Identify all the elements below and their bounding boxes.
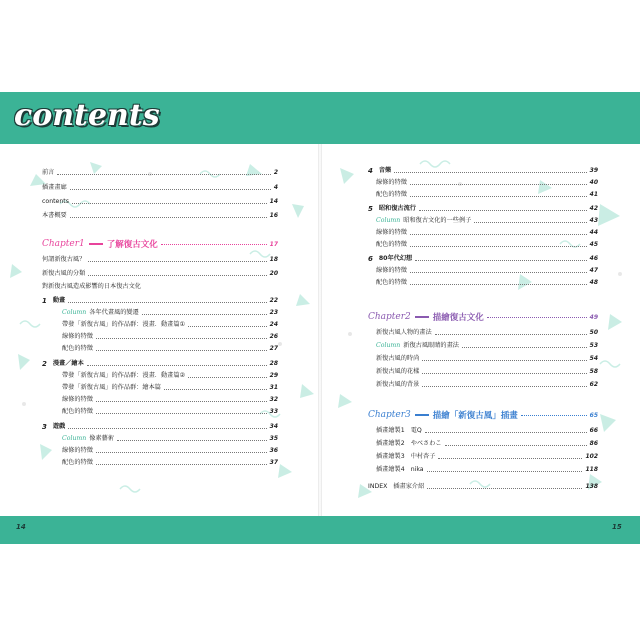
- toc-entry[interactable]: 配色的特徵 48: [376, 279, 598, 286]
- toc-entry[interactable]: 帶發「新復古風」的作品群：漫畫．動畫篇① 24: [62, 321, 278, 328]
- left-page-number: 14: [16, 523, 26, 531]
- toc-entry[interactable]: 插畫畫廊 4: [42, 184, 278, 191]
- toc-entry[interactable]: 何謂新復古風？ 18: [42, 256, 278, 263]
- toc-entry[interactable]: 配色的特徵 27: [62, 345, 278, 352]
- toc-entry[interactable]: 新復古風的分類 20: [42, 270, 278, 277]
- index-entry[interactable]: INDEX 插畫家介紹 138: [368, 483, 598, 490]
- toc-entry[interactable]: 插畫繪製2 やべさわこ 86: [376, 440, 598, 447]
- book-spread: [0, 92, 640, 544]
- toc-entry[interactable]: Column 各年代畫風的變遷 23: [62, 309, 278, 316]
- toc-entry[interactable]: 插畫繪製1 電Q 66: [376, 427, 598, 434]
- section-entry[interactable]: 1 動畫 22: [42, 297, 278, 305]
- section-entry[interactable]: 4 音樂 39: [368, 167, 598, 175]
- toc-entry[interactable]: 帶發「新復古風」的作品群：漫畫．動畫篇② 29: [62, 372, 278, 379]
- toc-entry[interactable]: 線條的特徵 32: [62, 396, 278, 403]
- toc-entry[interactable]: 線條的特徵 26: [62, 333, 278, 340]
- section-entry[interactable]: 3 遊戲 34: [42, 423, 278, 431]
- toc-entry[interactable]: 配色的特徵 33: [62, 408, 278, 415]
- toc-entry[interactable]: 線條的特徵 40: [376, 179, 598, 186]
- footer-band: [0, 516, 640, 544]
- chapter3-heading[interactable]: Chapter3 描繪「新復古風」插畫 65: [368, 410, 598, 421]
- toc-entry[interactable]: Column 像素藝術 35: [62, 435, 278, 442]
- toc-entry[interactable]: 本書概要 16: [42, 212, 278, 219]
- toc-entry[interactable]: 帶發「新復古風」的作品群：繪本篇 31: [62, 384, 278, 391]
- toc-entry[interactable]: 配色的特徵 45: [376, 241, 598, 248]
- toc-entry[interactable]: 對新復古風造成影響的日本復古文化: [42, 283, 141, 290]
- toc-entry[interactable]: 前言 2: [42, 169, 278, 176]
- toc-entry[interactable]: contents 14: [42, 198, 278, 205]
- right-page-number: 15: [612, 523, 622, 531]
- toc-entry[interactable]: Column 新復古風眼睛的畫法 53: [376, 342, 598, 349]
- toc-entry[interactable]: 新復古風的花樣 58: [376, 368, 598, 375]
- toc-entry[interactable]: 配色的特徵 37: [62, 459, 278, 466]
- toc-entry[interactable]: 插畫繪製4 nika 118: [376, 466, 598, 473]
- section-entry[interactable]: 6 80年代幻想 46: [368, 255, 598, 263]
- toc-entry[interactable]: 配色的特徵 41: [376, 191, 598, 198]
- section-entry[interactable]: 2 漫畫／繪本 28: [42, 360, 278, 368]
- toc-entry[interactable]: Column 昭和復古文化的一些例子 43: [376, 217, 598, 224]
- header-band: [0, 92, 640, 144]
- page-gutter: [318, 144, 322, 516]
- toc-entry[interactable]: 線條的特徵 47: [376, 267, 598, 274]
- contents-title: contents: [14, 98, 160, 133]
- toc-entry[interactable]: 新復古風人物的畫法 50: [376, 329, 598, 336]
- toc-entry[interactable]: 新復古風的背景 62: [376, 381, 598, 388]
- toc-entry[interactable]: 線條的特徵 36: [62, 447, 278, 454]
- toc-entry[interactable]: 插畫繪製3 中村杏子 102: [376, 453, 598, 460]
- toc-entry[interactable]: 線條的特徵 44: [376, 229, 598, 236]
- section-entry[interactable]: 5 昭和復古流行 42: [368, 205, 598, 213]
- chapter2-heading[interactable]: Chapter2 描繪復古文化 49: [368, 312, 598, 323]
- chapter1-heading[interactable]: Chapter1 了解復古文化 17: [42, 239, 278, 250]
- toc-entry[interactable]: 新復古風的時尚 54: [376, 355, 598, 362]
